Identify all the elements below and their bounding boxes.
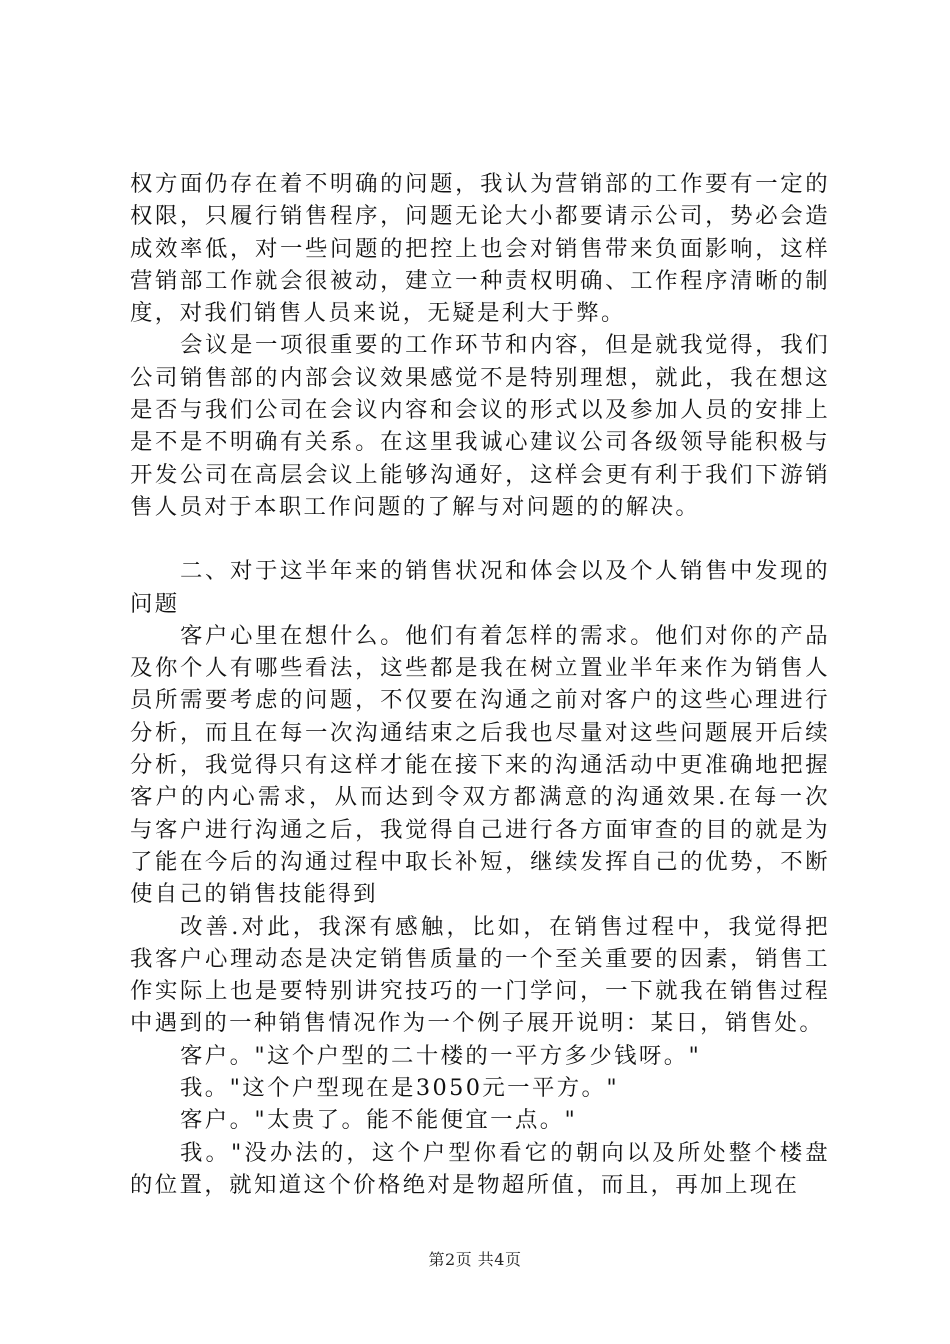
section-heading: 二、对于这半年来的销售状况和体会以及个人销售中发现的问题 — [130, 558, 830, 617]
dialogue-line: 客户。"太贵了。能不能便宜一点。" — [180, 1107, 578, 1134]
paragraph-meeting: 会议是一项很重要的工作环节和内容，但是就我觉得，我们公司销售部的内部会议效果感觉不是特别理想，就此，我在想这是否与我们公司在会议内容和会议的形式以及参加人员的安排上是不是不明确有关系。在这里我诚心建议公司各级领导能积极与开发公司在高层会议上能够沟通好，这样会更有利于我们下游销售人员对于本职工作问题的了解与对问题的的解决。 — [130, 332, 830, 520]
dialogue-line: 客户。"这个户型的二十楼的一平方多少钱呀。" — [180, 1042, 702, 1069]
document-body — [130, 168, 830, 1201]
dialogue-line: 我。"没办法的，这个户型你看它的朝向以及所处整个楼盘的位置，就知道这个价格绝对是物超所值，而且，再加上现在 — [130, 1139, 830, 1198]
paragraph-customer-needs: 客户心里在想什么。他们有着怎样的需求。他们对你的产品及你个人有哪些看法，这些都是我在树立置业半年来作为销售人员所需要考虑的问题，不仅要在沟通之前对客户的这些心理进行分析，而且在每一次沟通结束之后我也尽量对这些问题展开后续分析，我觉得只有这样才能在接下来的沟通活动中更准确地把握客户的内心需求，从而达到令双方都满意的沟通效果.在每一次与客户进行沟通之后，我觉得自己进行各方面审查的目的就是为了能在今后的沟通过程中取长补短，继续发挥自己的优势，不断使自己的销售技能得到 — [130, 622, 830, 908]
paragraph-improvement: 改善.对此，我深有感触，比如，在销售过程中，我觉得把我客户心理动态是决定销售质量的一个至关重要的因素，销售工作实际上也是要特别讲究技巧的一门学问，一下就我在销售过程中遇到的一种销售情况作为一个例子展开说明：某日，销售处。 — [130, 913, 830, 1037]
dialogue-line: 我。"这个户型现在是3050元一平方。" — [180, 1075, 620, 1102]
page-footer: 第2页 共4页 — [428, 1250, 522, 1269]
paragraph-continuation: 权方面仍存在着不明确的问题，我认为营销部的工作要有一定的权限，只履行销售程序，问题无论大小都要请示公司，势必会造成效率低，对一些问题的把控上也会对销售带来负面影响，这样营销部工作就会很被动，建立一种责权明确、工作程序清晰的制度，对我们销售人员来说，无疑是利大于弊。 — [130, 171, 830, 327]
